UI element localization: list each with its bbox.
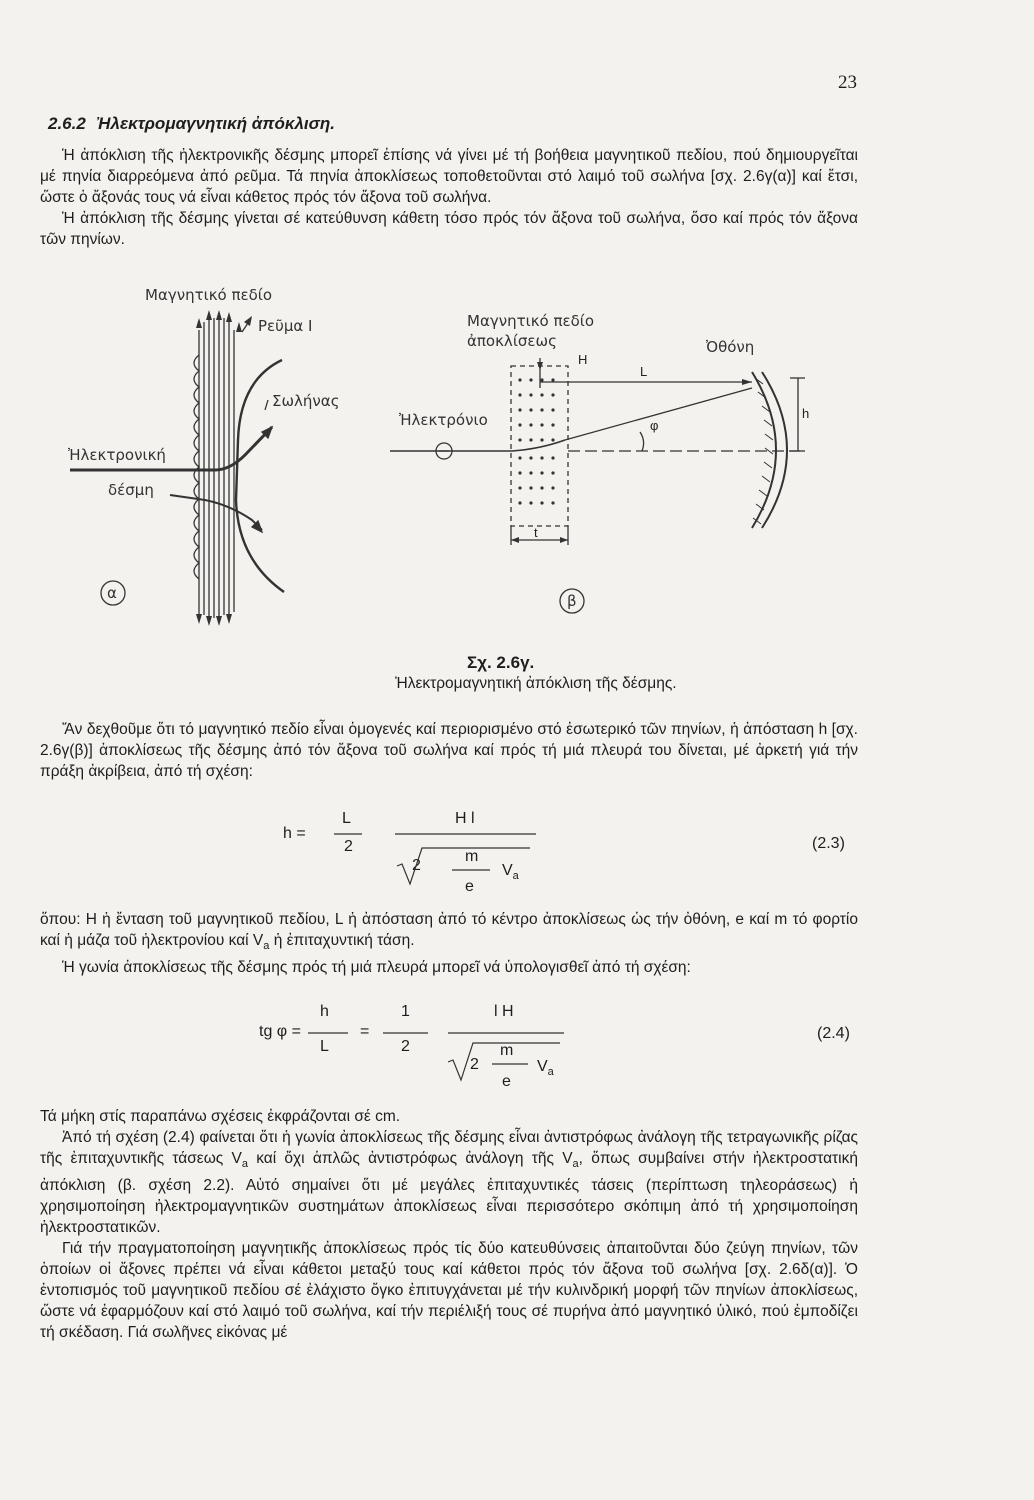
eq4-V-sub: a bbox=[547, 1066, 554, 1079]
eq4-root-m: m bbox=[500, 1042, 514, 1059]
eq3-root-e: e bbox=[465, 878, 474, 895]
page-number: 23 bbox=[838, 72, 857, 93]
section-number: 2.6.2 bbox=[48, 114, 86, 133]
label-screen: Ὀθόνη bbox=[706, 338, 755, 356]
symbol-H: H bbox=[578, 352, 588, 367]
concl-part-b: καί ὄχι ἁπλῶς ἀντιστρόφως ἀνάλογη τῆς V bbox=[247, 1150, 573, 1167]
eq4-f1-den: L bbox=[320, 1038, 329, 1055]
symbol-h: h bbox=[802, 406, 810, 421]
concl-part-c: , ὅπως συμβαίνει στήν ἠλεκτροστατική ἀπόκλιση (β. σχέση 2.2). Αὐτό σημαίνει ὅτι μέ μεγάλες ἐπιταχυντικές τάσεις (περίπτωση τηλεοράσεως) ἡ χρησιμοποίηση ἠλεκτρομαγνητικῶν συστημάτων ἀποκλίσεως εἶναι περισσότερο σκόπιμη ἀπό τή χρησιμοποίηση ἠλεκτροστατικῶν. bbox=[40, 1150, 858, 1237]
units-paragraph: Τά μήκη στίς παραπάνω σχέσεις ἐκφράζονται σέ cm. bbox=[40, 1108, 401, 1125]
eq4-root-e: e bbox=[502, 1073, 511, 1090]
equation-2-4-number: (2.4) bbox=[817, 1025, 850, 1042]
where-main: ὅπου: H ἡ ἔνταση τοῦ μαγνητικοῦ πεδίου, L ἡ ἀπόσταση ἀπό τό κέντρο ἀποκλίσεως ὡς τήν ὀθόνη, e καί m τό φορτίο καί ἡ μάζα τοῦ ἠλεκτρονίου καί V bbox=[40, 911, 858, 949]
eq3-frac1-den: 2 bbox=[344, 838, 353, 855]
eq4-root-V bbox=[537, 1058, 554, 1078]
eq3-root-m: m bbox=[465, 848, 479, 865]
label-electron: Ἠλεκτρόνιο bbox=[399, 411, 488, 429]
concl-sub-2: a bbox=[572, 1158, 579, 1171]
label-current: Ρεῦμα I bbox=[258, 317, 313, 335]
where-paragraph bbox=[40, 909, 858, 957]
intro-paragraph-1: Ἡ ἀπόκλιση τῆς ἠλεκτρονικῆς δέσμης μπορεῖ ἐπίσης νά γίνει μέ τή βοήθεια μαγνητικοῦ πεδίου, πού δημιουργεῖται μέ πηνία διαρρεόμενα ἀπό ρεῦμα. Τά πηνία ἀποκλίσεως τοποθετοῦνται στό λαιμό τοῦ σωλήνα [σχ. 2.6γ(α)] καί ἔτσι, ὥστε ὁ ἄξονάς τους νά εἶναι κάθετος πρός τόν ἄξονα τοῦ σωλήνα. bbox=[40, 147, 858, 206]
final-paragraph: Γιά τήν πραγματοποίηση μαγνητικῆς ἀποκλίσεως πρός τίς δύο κατευθύνσεις ἀπαιτοῦνται δύο ζεύγη πηνίων, τῶν ὁποίων οἱ ἄξονες πρέπει νά εἶναι κάθετοι μεταξύ τους καί κάθετοι πρός τόν ἄξονα τοῦ σωλήνα [σχ. 2.6δ(α)]. Ὁ ἐντοπισμός τοῦ μαγνητικοῦ πεδίου σέ ἐλάχιστο ὄγκο ἐπιτυγχάνεται μέ τήν κυλινδρική μορφή τῶν πηνίων ἀποκλίσεως, ὥστε νά ἐφαρμόζουν καί στό λαιμό τοῦ σωλήνα, καί τήν περιέλιξή τους σέ πυρήνα ἀπό μαγνητικό ὑλικό, πού ἐμποδίζει τή σκέδαση. Γιά σωλῆνες εἰκόνας μέ bbox=[40, 1240, 858, 1342]
eq4-root-coef: 2 bbox=[470, 1056, 479, 1073]
marker-a: α bbox=[107, 584, 117, 602]
concl-part-a: Ἀπό τή σχέση (2.4) φαίνεται ὅτι ἡ γωνία ἀποκλίσεως τῆς δέσμης εἶναι ἀντιστρόφως ἀνάλογη τῆς τετραγωνικῆς ρίζας τῆς ἐπιταχυντικῆς τάσεως V bbox=[40, 1129, 858, 1167]
eq3-V-sub: a bbox=[512, 870, 519, 883]
eq4-eq: = bbox=[360, 1023, 370, 1040]
bottom-text bbox=[40, 1106, 858, 1343]
eq4-f2-num: 1 bbox=[401, 1003, 410, 1020]
section-title: Ἠλεκτρομαγνητική ἀπόκλιση. bbox=[96, 114, 336, 133]
symbol-L: L bbox=[640, 364, 648, 379]
eq3-frac2-num: H l bbox=[455, 810, 475, 827]
mid-paragraph: Ἄν δεχθοῦμε ὅτι τό μαγνητικό πεδίο εἶναι ὁμογενές καί περιορισμένο στό ἐσωτερικό τῶν πηνίων, ἡ ἀπόσταση h [σχ. 2.6γ(β)] ἀποκλίσεως τῆς δέσμης ἀπό τόν ἄξονα τοῦ σωλήνα καί πρός τή μιά πλευρά του δίνεται, μέ ἀρκετή γιά τήν πράξη ἀκρίβεια, ἀπό τή σχέση: bbox=[40, 721, 858, 780]
label-beam-2: δέσμη bbox=[108, 481, 154, 499]
figure-caption-text: Ἠλεκτρομαγνητική ἀπόκλιση τῆς δέσμης. bbox=[395, 675, 677, 692]
marker-b: β bbox=[567, 592, 577, 610]
eq4-f1-num: h bbox=[320, 1003, 329, 1020]
conclusion-paragraph bbox=[40, 1127, 858, 1238]
label-magnetic-field: Μαγνητικό πεδίο bbox=[145, 286, 273, 304]
eq4-f3-num: l H bbox=[494, 1003, 514, 1020]
where-sub: a bbox=[263, 940, 270, 953]
where-text bbox=[40, 909, 858, 978]
eq3-V: V bbox=[502, 862, 513, 879]
intro-paragraph-2: Ἡ ἀπόκλιση τῆς δέσμης γίνεται σέ κατεύθυνση κάθετη τόσο πρός τόν ἄξονα τοῦ σωλήνα, ὅσο καί πρός τόν ἄξονα τῶν πηνίων. bbox=[40, 210, 858, 248]
label-field-2: ἀποκλίσεως bbox=[467, 332, 557, 350]
label-field-1: Μαγνητικό πεδίο bbox=[467, 312, 595, 330]
concl-sub-1: a bbox=[241, 1158, 248, 1171]
figure-caption-title: Σχ. 2.6γ. bbox=[467, 653, 535, 672]
eq4-lhs: tg φ = bbox=[259, 1023, 301, 1040]
eq4-V: V bbox=[537, 1058, 548, 1075]
label-beam-1: Ἠλεκτρονική bbox=[68, 446, 166, 464]
eq3-lhs: h = bbox=[283, 825, 306, 842]
angle-paragraph: Ἡ γωνία ἀποκλίσεως τῆς δέσμης πρός τή μιά πλευρά μπορεῖ νά ὑπολογισθεῖ ἀπό τή σχέση: bbox=[62, 959, 691, 977]
where-end: ἡ ἐπιταχυντική τάση. bbox=[269, 932, 415, 949]
symbol-t: t bbox=[534, 525, 538, 540]
eq3-root-coef: 2 bbox=[412, 857, 421, 874]
eq3-frac1-num: L bbox=[342, 810, 351, 827]
symbol-phi: φ bbox=[650, 418, 659, 433]
equation-2-3-number: (2.3) bbox=[812, 835, 845, 852]
label-tube: Σωλήνας bbox=[272, 392, 340, 410]
eq4-f2-den: 2 bbox=[401, 1038, 410, 1055]
